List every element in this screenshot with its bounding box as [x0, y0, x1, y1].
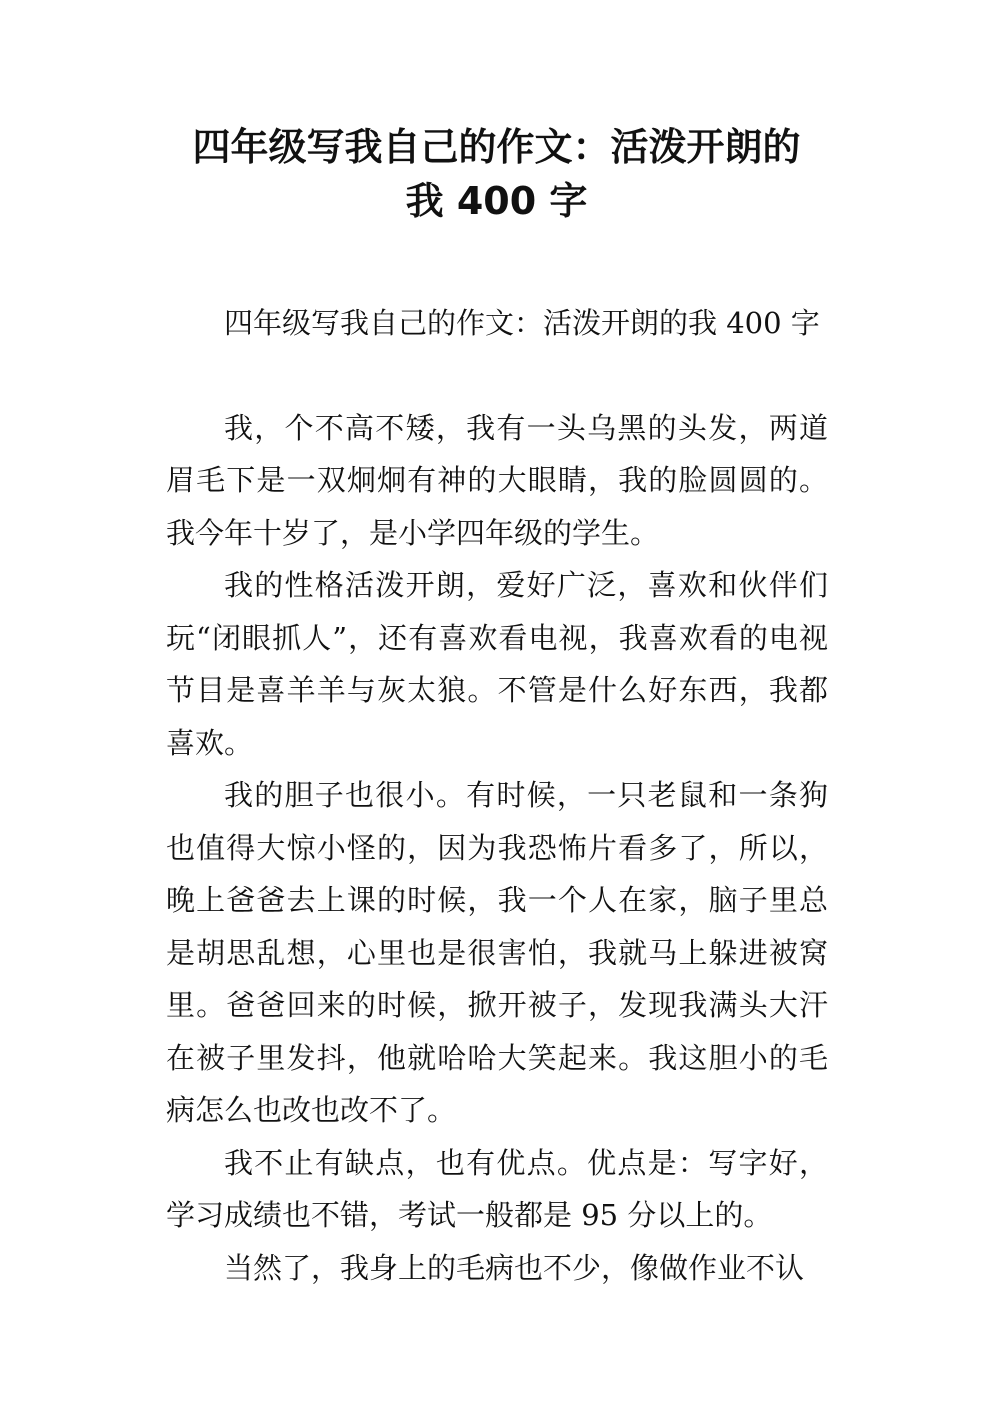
paragraph-3: 我的胆子也很小。有时候，一只老鼠和一条狗也值得大惊小怪的，因为我恐怖片看多了，所以，晚上爸爸去上课的时候，我一个人在家，脑子里总是胡思乱想，心里也是很害怕，我就马上躲进被窝里。爸爸回来的时候，掀开被子，发现我满头大汗在被子里发抖，他就哈哈大笑起来。我这胆小的毛病怎么也改也改不了。	[166, 778, 828, 1127]
document-subtitle: 四年级写我自己的作文：活泼开朗的我 400 字	[224, 306, 820, 340]
document-body	[166, 297, 828, 1294]
document-title	[150, 120, 843, 228]
paragraph-2: 我的性格活泼开朗，爱好广泛，喜欢和伙伴们玩“闭眼抓人”，还有喜欢看电视，我喜欢看的电视节目是喜羊羊与灰太狼。不管是什么好东西，我都喜欢。	[166, 568, 828, 760]
paragraph-4: 我不止有缺点，也有优点。优点是：写字好，学习成绩也不错，考试一般都是 95 分以上的。	[166, 1145, 828, 1232]
paragraph-1: 我，个不高不矮，我有一头乌黑的头发，两道眉毛下是一双炯炯有神的大眼睛，我的脸圆圆的。我今年十岁了，是小学四年级的学生。	[166, 410, 828, 550]
document-title-line-2: 我 400 字	[405, 179, 588, 223]
document-title-line-1: 四年级写我自己的作文：活泼开朗的	[192, 125, 801, 169]
paragraph-5: 当然了，我身上的毛病也不少，像做作业不认	[224, 1250, 805, 1285]
